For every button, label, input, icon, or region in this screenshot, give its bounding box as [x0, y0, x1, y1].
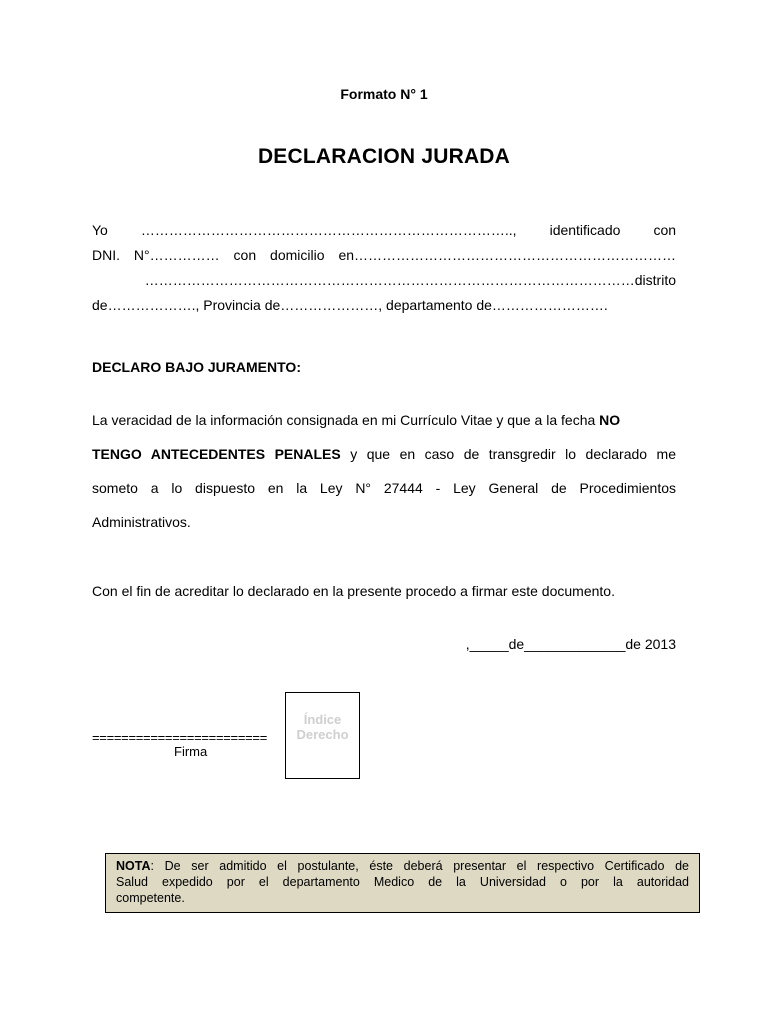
date-line: ,_____de_____________de 2013: [465, 636, 676, 652]
no-bold: NO: [599, 412, 621, 428]
body-line-1-text: La veracidad de la información consignada en mi Currículo Vitae y que a la fecha: [92, 412, 596, 428]
nota-text-1: : De ser admitido el postulante, éste deberá presentar el respectivo Certificado de: [150, 859, 689, 873]
identificado-word: identificado: [549, 222, 621, 238]
document-title: DECLARACION JURADA: [257, 145, 511, 168]
closing-statement: Con el fin de acreditar lo declarado en la presente procedo a firmar este documento.: [92, 583, 615, 599]
nota-box: [105, 853, 700, 913]
dni-blank: DNI. N°……………: [92, 247, 220, 263]
fingerprint-label: [286, 712, 359, 742]
nota-line-3: competente.: [116, 891, 185, 905]
fingerprint-box: [285, 692, 360, 779]
address-blank: en……………………………………………………………: [338, 247, 677, 263]
body-line-4: Administrativos.: [92, 514, 191, 530]
name-blank: ……………………………………………………………………..,: [140, 222, 517, 238]
format-number-label: Formato N° 1: [340, 86, 428, 102]
con-word: con: [653, 222, 677, 238]
nota-line-2: Salud expedido por el departamento Medico de la Universidad o por la autoridad: [116, 875, 689, 889]
signature-line: ========================: [92, 730, 268, 745]
con-word-2: con: [233, 247, 257, 263]
declaro-heading: DECLARO BAJO JURAMENTO:: [92, 359, 301, 375]
fingerprint-label-line-1: Índice: [303, 712, 342, 727]
domicilio-word: domicilio: [270, 247, 325, 263]
body-line-2: [92, 446, 676, 462]
body-line-1: [92, 412, 676, 428]
signature-label: Firma: [174, 744, 208, 759]
body-line-2-text: y que en caso de transgredir lo declarado me: [350, 446, 676, 462]
identity-line-2: [92, 247, 676, 263]
identity-line-3: ……………………………………………………………………………………………distrito: [144, 272, 676, 288]
body-line-3: someto a lo dispuesto en la Ley N° 27444 - Ley General de Procedimientos: [92, 480, 676, 496]
nota-line-1: [116, 858, 689, 874]
antecedentes-bold: TENGO ANTECEDENTES PENALES: [92, 446, 341, 462]
yo-word: Yo: [92, 222, 108, 238]
fingerprint-label-line-2: Derecho: [296, 727, 349, 742]
nota-label: NOTA: [116, 859, 151, 873]
identity-line-4: de………………., Provincia de…………………, departamento de…………………….: [92, 297, 608, 313]
identity-line-1: [92, 222, 676, 238]
